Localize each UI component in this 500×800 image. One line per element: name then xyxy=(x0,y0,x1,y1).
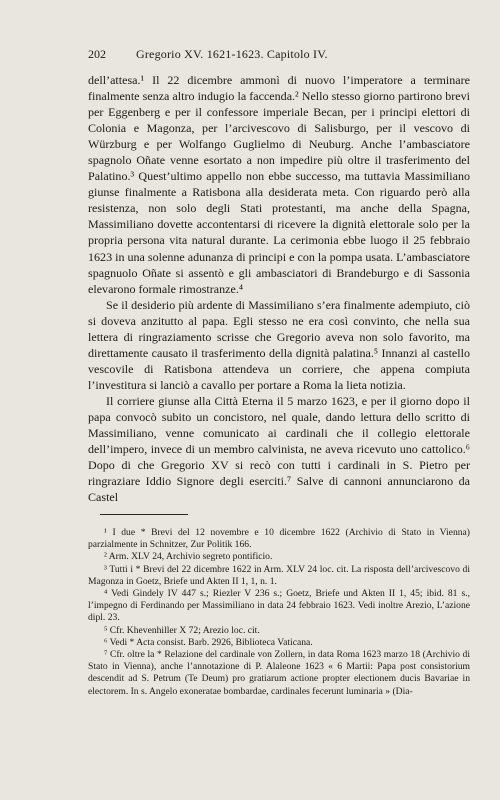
paragraph: dell’attesa.¹ Il 22 dicembre ammonì di nuovo l’imperatore a terminare finalmente senza altro indugio la faccenda.² Nello stesso giorno partirono brevi per Eggenberg e per il confessore imperiale Becan, per i principi elettori di Colonia e Magonza, per l’arcivescovo di Salisburgo, per il vescovo di Würzburg e per Wolfango Guglielmo di Neuburg. Anche l’ambasciatore spagnolo Oñate venne esortato a non impedire più oltre il trasferimento del Palatino.³ Quest’ultimo appello non ebbe successo, ma tuttavia Massimiliano giunse finalmente a Ratisbona alla desiderata meta. Con riguardo però alla resistenza, non solo degli Stati protestanti, ma anche della Spagna, Massimiliano dovette accontentarsi di ricevere la dignità elettorale solo per la propria persona vita natural durante. La cerimonia ebbe luogo il 25 febbraio 1623 in una solenne adunanza di principi e con la pompa usata. L’ambasciatore spagnuolo Oñate si assentò e gli ambasciatori di Brandeburgo e di Sassonia elevarono formale rimostranze.⁴ xyxy=(88,73,470,296)
footnote: ¹ I due * Brevi del 12 novembre e 10 dicembre 1622 (Archivio di Stato in Vienna) parzialmente in Schnitzer, Zur Politik 166. xyxy=(88,527,470,551)
footnote-separator xyxy=(100,514,188,515)
footnote: ³ Tutti i * Brevi del 22 dicembre 1622 in Arm. XLV 24 loc. cit. La risposta dell’arcivescovo di Magonza in Goetz, Briefe und Akten II 1, 1, n. 1. xyxy=(88,563,470,587)
footnote: ⁶ Vedi * Acta consist. Barb. 2926, Biblioteca Vaticana. xyxy=(104,636,313,648)
footnote: ⁵ Cfr. Khevenhiller X 72; Arezio loc. cit. xyxy=(104,624,260,636)
page-number: 202 xyxy=(88,47,106,61)
footnotes xyxy=(88,527,470,698)
paragraph: Se il desiderio più ardente di Massimiliano s’era finalmente adempiuto, ciò si doveva anzitutto al papa. Egli stesso ne era così convinto, che nella sua lettera di ringraziamento scrisse che Gregorio aveva non solo favorito, ma direttamente causato il trasferimento della dignità palatina.⁵ Innanzi al castello vescovile di Ratisbona attendeva un corriere, che appena compiuta l’investitura si lanciò a cavallo per portare a Roma la lieta notizia. xyxy=(88,297,470,392)
running-title: Gregorio XV. 1621-1623. Capitolo IV. xyxy=(136,47,328,61)
page-header xyxy=(88,47,478,62)
body-text xyxy=(88,72,470,505)
paragraph: Il corriere giunse alla Città Eterna il 5 marzo 1623, e per il giorno dopo il papa convocò subito un concistoro, nel quale, dando lettura dello scritto di Massimiliano, venne comunicato ai cardinali che il collegio elettorale dell’impero, invece di un membro calvinista, ne aveva ricevuto uno cattolico.⁶ Dopo di che Gregorio XV si recò con tutti i cardinali in S. Pietro per ringraziare Iddio Signore degli eserciti.⁷ Salve di cannoni annunciarono da Castel xyxy=(88,393,470,505)
footnote: ⁷ Cfr. oltre la * Relazione del cardinale von Zollern, in data Roma 1623 marzo 18 (Archivio di Stato in Vienna), anche l’annotazione di P. Alaleone 1623 « 6 Martii: Papa post consistorium descendit ad S. Petrum (Te Deum) pro gratiarum actione propter electionem ducis Bavariae in electorem. In s. Angelo exoneratae bombardae, cardinales fecerunt luminaria » (Dia- xyxy=(88,649,470,697)
footnote: ² Arm. XLV 24, Archivio segreto pontificio. xyxy=(104,551,273,563)
footnote: ⁴ Vedi Gindely IV 447 s.; Riezler V 236 s.; Goetz, Briefe und Akten II 1, 45; ibid. 81 s., l’impegno di Ferdinando per Massimiliano in data 24 febbraio 1623. Vedi inoltre Arezio, L’azione dipl. 23. xyxy=(88,588,470,624)
